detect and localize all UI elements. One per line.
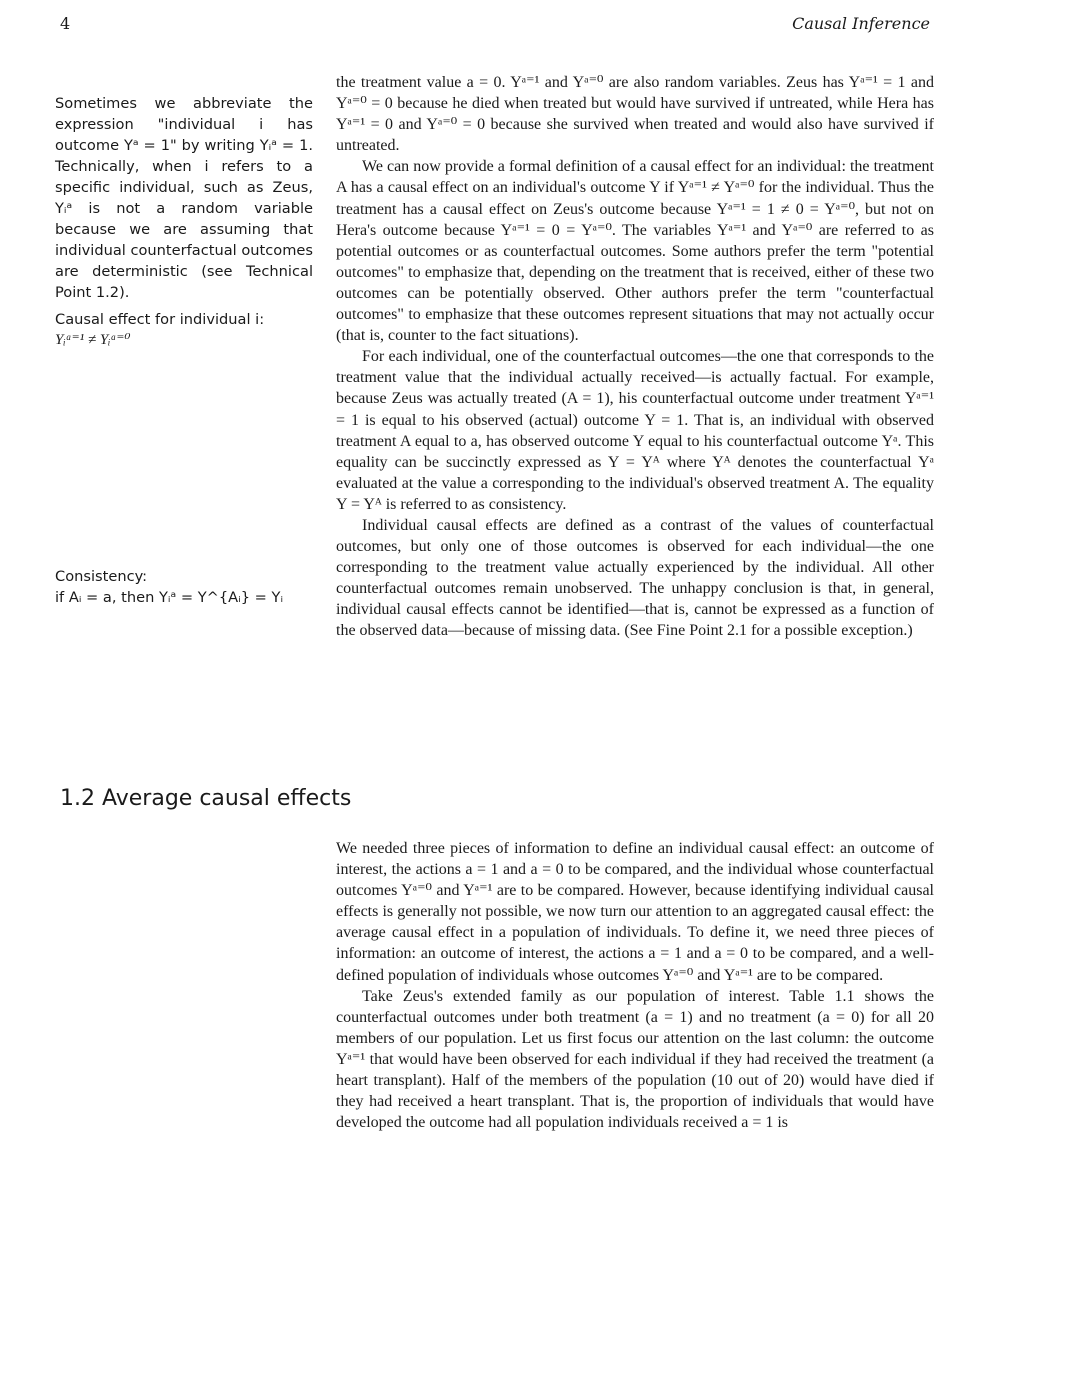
running-title: Causal Inference <box>792 14 930 33</box>
running-head <box>60 14 930 38</box>
margin-note-causal-effect-formula: Yᵢᵃ⁼¹ ≠ Yᵢᵃ⁼⁰ <box>55 332 131 348</box>
page-number: 4 <box>60 14 71 33</box>
paragraph-6: Take Zeus's extended family as our population of interest. Table 1.1 shows the counterfactual outcomes under both treatment (a = 1) and no treatment (a = 0) for all 20 members of our population. Let us first focus our attention on the last column: the outcome Yᵃ⁼¹ that would have been observed for each individual if they had received the treatment (a heart transplant). Half of the members of the population (10 out of 20) would have died if they had received a heart transplant. That is, the proportion of individuals that would have developed the outcome had all population individuals received a = 1 is <box>336 987 934 1132</box>
paragraph-5: We needed three pieces of information to define an individual causal effect: an outcome of interest, the actions a = 1 and a = 0 to be compared, and the individual whose counterfactual outcomes Yᵃ⁼⁰ and Yᵃ⁼¹ are to be compared. However, because identifying individual causal effects is generally not possible, we now turn our attention to an aggregated causal effect: the average causal effect in a population of individuals. To define it, we need three pieces of information: an outcome of interest, the actions a = 1 and a = 0 to be compared, and a well-defined population of individuals whose outcomes Yᵃ⁼⁰ and Yᵃ⁼¹ are to be compared. <box>336 840 934 984</box>
main-text-block-1 <box>336 72 934 642</box>
margin-note-consistency-formula: if Aᵢ = a, then Yᵢᵃ = Y^{Aᵢ} = Yᵢ <box>55 589 284 606</box>
margin-notes-consistency <box>55 566 313 608</box>
paragraph-4: Individual causal effects are defined as a contrast of the values of counterfactual outcomes, but only one of those outcomes is observed for each individual—the one corresponding to the treatment value actually experienced by the individual. All other counterfactual outcomes remain unobserved. The unhappy conclusion is that, in general, individual causal effects cannot be identified—that is, cannot be expressed as a function of the observed data—because of missing data. (See Fine Point 2.1 for a possible exception.) <box>336 516 934 640</box>
margin-note-abbreviation: Sometimes we abbreviate the expression "individual i has outcome Yᵃ = 1" by writing Yᵢᵃ = 1. Technically, when i refers to a specific individual, such as Zeus, Yᵢᵃ is not a random variable because we are assuming that individual counterfactual outcomes are deterministic (see Technical Point 1.2). <box>55 95 313 301</box>
section-heading: 1.2 Average causal effects <box>60 786 352 811</box>
margin-note-consistency-label: Consistency: <box>55 568 148 585</box>
paragraph-2: We can now provide a formal definition of a causal effect for an individual: the treatment A has a causal effect on an individual's outcome Y if Yᵃ⁼¹ ≠ Yᵃ⁼⁰ for the individual. Thus the treatment has a causal effect on Zeus's outcome because Yᵃ⁼¹ = 1 ≠ 0 = Yᵃ⁼⁰, but not on Hera's outcome because Yᵃ⁼¹ = 0 = Yᵃ⁼⁰. The variables Yᵃ⁼¹ and Yᵃ⁼⁰ are referred to as potential outcomes or as counterfactual outcomes. Some authors prefer the term "potential outcomes" to emphasize that, depending on the treatment that is received, either of these two outcomes can be potentially observed. Other authors prefer the term "counterfactual outcomes" to emphasize that these outcomes represent situations that may not actually occur (that is, counter to the fact situations). <box>336 158 934 345</box>
paragraph-1: the treatment value a = 0. Yᵃ⁼¹ and Yᵃ⁼⁰ are also random variables. Zeus has Yᵃ⁼¹ = 1 and Yᵃ⁼⁰ = 0 because he died when treated but would have survived if untreated, while Hera has Yᵃ⁼¹ = 0 and Yᵃ⁼⁰ = 0 because she survived when treated and would also have survived if untreated. <box>336 74 934 155</box>
margin-notes-top <box>55 93 313 351</box>
main-text-block-2 <box>336 838 934 1133</box>
margin-note-causal-effect-label: Causal effect for individual i: <box>55 311 265 328</box>
paragraph-3: For each individual, one of the counterfactual outcomes—the one that corresponds to the treatment value that the individual actually received—is actually factual. For example, because Zeus was actually treated (A = 1), his counterfactual outcome under treatment Yᵃ⁼¹ = 1 is equal to his observed (actual) outcome Y = 1. That is, an individual with observed treatment A equal to a, has observed outcome Y equal to his counterfactual outcome Yᵃ. This equality can be succinctly expressed as Y = Yᴬ where Yᴬ denotes the counterfactual Yᵃ evaluated at the value a corresponding to the individual's observed treatment A. The equality Y = Yᴬ is referred to as consistency. <box>336 348 934 513</box>
